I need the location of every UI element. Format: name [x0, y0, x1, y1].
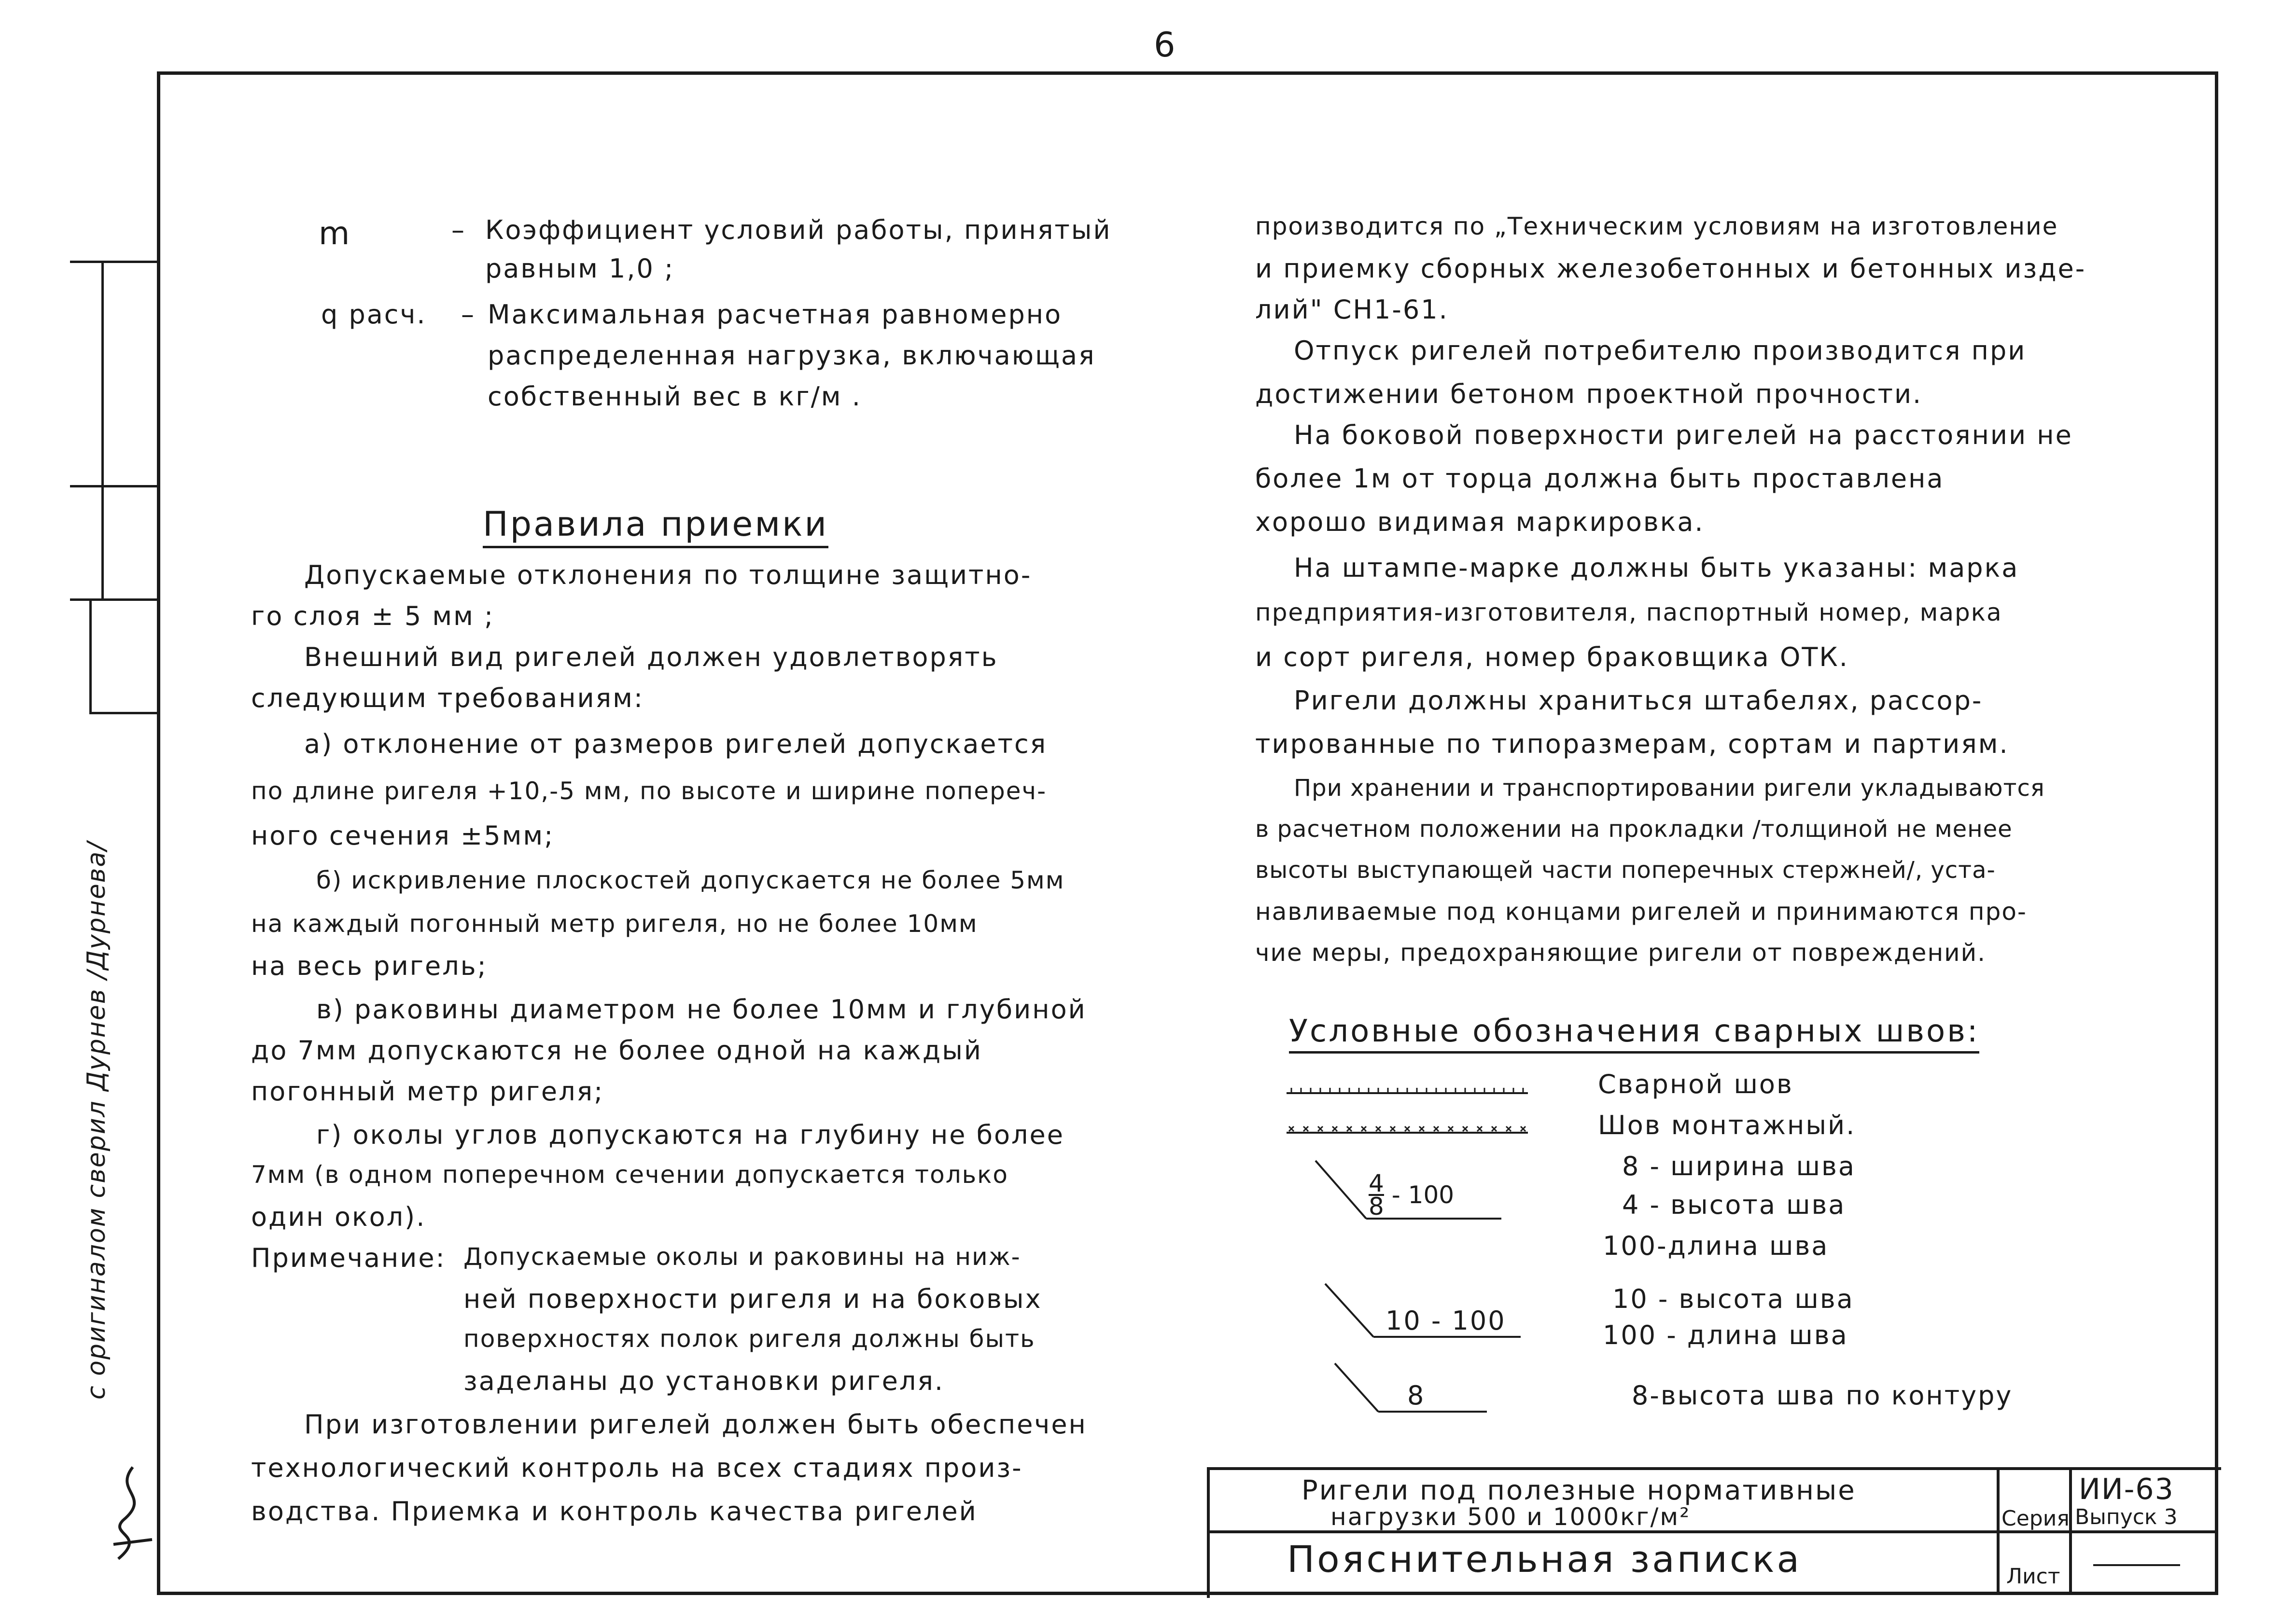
- weld-sign-1-den: 8: [1369, 1193, 1384, 1221]
- def-sym-m: m: [319, 215, 351, 252]
- stamp-series-code: ИИ-63: [2079, 1472, 2174, 1506]
- para-line: тированные по типоразмерам, сортам и партиям.: [1255, 729, 2009, 759]
- para-line: При хранении и транспортировании ригели укладываются: [1294, 775, 2045, 802]
- weld-sign-1: $\frac{4}{8}$ - 100: [1369, 1169, 1455, 1221]
- para-line: хорошо видимая маркировка.: [1255, 507, 1705, 537]
- binding-line-4: [89, 712, 159, 714]
- para-line: го слоя ± 5 мм ;: [251, 601, 495, 631]
- para-line: и приемку сборных железобетонных и бетонных изде-: [1255, 253, 2086, 284]
- def-line: распределенная нагрузка, включающая: [488, 340, 1096, 371]
- para-line: На боковой поверхности ригелей на расстоянии не: [1294, 420, 2073, 450]
- para-line: на каждый погонный метр ригеля, но не более 10мм: [251, 910, 978, 938]
- weld-sign-1-len: 100: [1408, 1181, 1455, 1209]
- para-line: в) раковины диаметром не более 10мм и глубиной: [316, 994, 1087, 1025]
- para-line: на весь ригель;: [251, 951, 488, 981]
- def-line: Коэффициент условий работы, принятый: [485, 215, 1112, 245]
- note-label: Примечание:: [251, 1243, 446, 1273]
- para-line: до 7мм допускаются не более одной на каждый: [251, 1035, 982, 1066]
- para-line: и сорт ригеля, номер браковщика ОТК.: [1255, 642, 1849, 672]
- para-line: Внешний вид ригелей должен удовлетворять: [304, 642, 998, 672]
- stamp-title-line2: нагрузки 500 и 1000кг/м²: [1330, 1503, 1691, 1531]
- weld-detail-line: 10 - высота шва: [1612, 1284, 1854, 1314]
- para-line: один окол).: [251, 1202, 426, 1232]
- para-line: высоты выступающей части поперечных стержней/, уста-: [1255, 857, 1996, 884]
- para-line: г) околы углов допускаются на глубину не более: [316, 1120, 1064, 1150]
- stamp-sheet-label: Лист: [2006, 1564, 2060, 1589]
- para-line: следующим требованиям:: [251, 683, 644, 713]
- para-line: Допускаемые отклонения по толщине защитно-: [304, 560, 1032, 590]
- para-line: в расчетном положении на прокладки /толщиной не менее: [1255, 816, 2013, 843]
- page-number: 6: [1154, 25, 1175, 65]
- weld-detail-line: 8 - ширина шва: [1622, 1151, 1856, 1181]
- def-line: собственный вес в кг/м .: [488, 381, 862, 412]
- para-line: навливаемые под концами ригелей и принимаются про-: [1255, 898, 2027, 926]
- weld-symbol-field: [1287, 1125, 1528, 1134]
- binding-line-vertical-2: [89, 598, 92, 712]
- weld-legend-heading: Условные обозначения сварных швов:: [1289, 1013, 1979, 1054]
- para-line: технологический контроль на всех стадиях произ-: [251, 1453, 1023, 1483]
- note-line: поверхностях полок ригеля должны быть: [463, 1325, 1036, 1353]
- para-line: ного сечения ±5мм;: [251, 820, 555, 851]
- para-line: по длине ригеля +10,-5 мм, по высоте и ширине попереч-: [251, 777, 1047, 805]
- para-line: лий" СН1-61.: [1255, 294, 1449, 325]
- weld-sign-2: 10 - 100: [1385, 1305, 1506, 1336]
- weld-detail-line: 100-длина шва: [1603, 1231, 1829, 1261]
- binding-line-top: [70, 261, 159, 263]
- stamp-series-label: Серия: [2001, 1506, 2070, 1531]
- weld-symbol-plain: [1287, 1086, 1528, 1095]
- def-line: равным 1,0 ;: [485, 253, 675, 284]
- def-line: Максимальная расчетная равномерно: [488, 299, 1063, 330]
- note-line: заделаны до установки ригеля.: [463, 1366, 944, 1396]
- weld-sign-3: 8: [1407, 1380, 1426, 1411]
- weld-label: Сварной шов: [1598, 1069, 1793, 1099]
- para-line: производится по „Техническим условиям на изготовление: [1255, 212, 2058, 240]
- binding-line-3: [70, 598, 159, 601]
- stamp-sheet-dash: [2093, 1564, 2180, 1566]
- para-line: Отпуск ригелей потребителю производится при: [1294, 335, 2027, 366]
- binding-line-vertical: [101, 261, 104, 598]
- signature-mark: [104, 1462, 159, 1564]
- para-line: чие меры, предохраняющие ригели от повреждений.: [1255, 939, 1987, 967]
- stamp-issue: Выпуск 3: [2075, 1505, 2178, 1529]
- weld-detail-line: 8-высота шва по контуру: [1632, 1380, 2013, 1411]
- weld-detail-line: 100 - длина шва: [1603, 1320, 1848, 1350]
- weld-detail-line: 4 - высота шва: [1622, 1190, 1846, 1220]
- stamp-doc-name: Пояснительная записка: [1287, 1538, 1802, 1581]
- verification-note: с оригиналом сверил Дурнев /Дурнева/: [82, 841, 111, 1400]
- stamp-title-line1: Ригели под полезные нормативные: [1301, 1475, 1856, 1506]
- weld-sign-1-num: 4: [1369, 1169, 1384, 1197]
- para-line: а) отклонение от размеров ригелей допускается: [304, 729, 1048, 759]
- note-line: ней поверхности ригеля и на боковых: [463, 1284, 1042, 1314]
- para-line: Ригели должны храниться штабелях, рассор-: [1294, 685, 1983, 716]
- section-heading-acceptance: Правила приемки: [483, 504, 828, 548]
- para-line: водства. Приемка и контроль качества ригелей: [251, 1496, 978, 1527]
- para-line: достижении бетоном проектной прочности.: [1255, 379, 1923, 409]
- weld-label: Шов монтажный.: [1598, 1110, 1856, 1140]
- para-line: На штампе-марке должны быть указаны: марка: [1294, 553, 2019, 583]
- para-line: 7мм (в одном поперечном сечении допускается только: [251, 1161, 1008, 1189]
- def-dash-m: –: [451, 215, 466, 245]
- para-line: предприятия-изготовителя, паспортный номер, марка: [1255, 598, 2002, 626]
- para-line: более 1м от торца должна быть проставлена: [1255, 463, 1945, 494]
- binding-line-2: [70, 485, 159, 487]
- para-line: погонный метр ригеля;: [251, 1076, 604, 1107]
- title-block: [1207, 1467, 2221, 1598]
- def-sym-q: q расч.: [321, 299, 427, 330]
- def-dash-q: –: [461, 299, 476, 330]
- para-line: При изготовлении ригелей должен быть обеспечен: [304, 1409, 1087, 1440]
- para-line: б) искривление плоскостей допускается не более 5мм: [316, 866, 1065, 894]
- note-line: Допускаемые околы и раковины на ниж-: [463, 1243, 1021, 1271]
